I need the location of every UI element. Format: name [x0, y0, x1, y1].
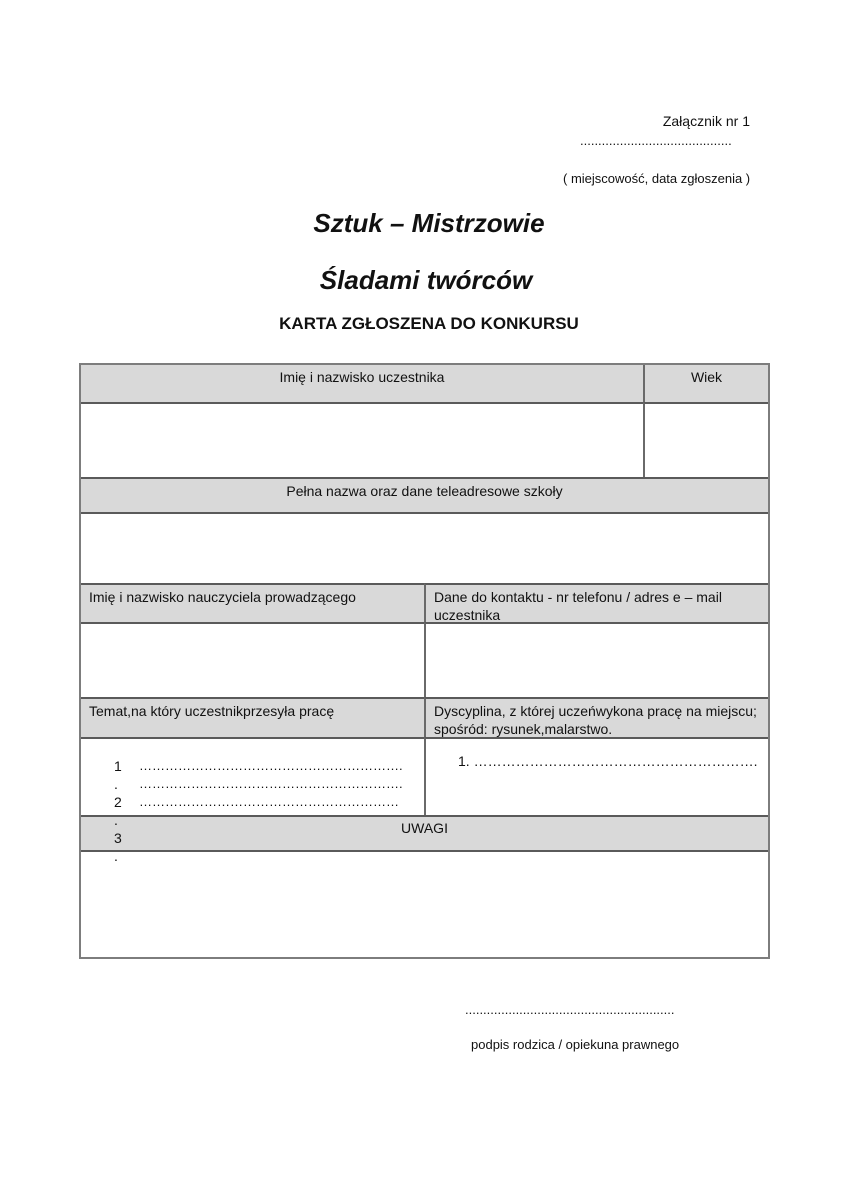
topic-item-number: . [114, 812, 118, 828]
topic-list-item [114, 847, 403, 865]
topic-item-number: . [114, 776, 118, 792]
topic-item-dots[interactable]: …………………………………………………… [139, 794, 399, 809]
topic-item-dots[interactable]: ……………………………………………………. [139, 758, 403, 773]
discipline-item[interactable]: 1. ……………………………………………………. [458, 753, 758, 769]
notes-header: UWAGI [81, 815, 768, 850]
form-subtitle: KARTA ZGŁOSZENA DO KONKURSU [279, 314, 579, 333]
teacher-header: Imię i nazwisko nauczyciela prowadzącego [81, 583, 424, 622]
discipline-field[interactable] [424, 737, 768, 815]
application-form-table [79, 363, 770, 959]
school-field[interactable] [81, 512, 768, 583]
topic-list-item [114, 793, 403, 811]
topic-item-number: . [114, 848, 118, 864]
topic-header: Temat,na który uczestnikprzesyła pracę [81, 697, 424, 737]
place-date-field[interactable]: .......................................... [580, 133, 732, 148]
discipline-header: Dyscyplina, z której uczeńwykona pracę na miejscu; spośród: rysunek,malarstwo. [424, 697, 768, 737]
participant-name-header: Imię i nazwisko uczestnika [81, 365, 643, 402]
annex-number: Załącznik nr 1 [662, 113, 750, 129]
topic-list [114, 757, 403, 865]
age-field[interactable] [643, 402, 768, 477]
topic-list-item [114, 757, 403, 775]
topic-list-item [114, 775, 403, 793]
signature-line[interactable]: .......................................................... [465, 1002, 675, 1017]
topic-item-dots[interactable]: ……………………………………………………. [139, 776, 403, 791]
notes-field[interactable] [81, 850, 768, 957]
title-main: Sztuk – Mistrzowie [313, 208, 545, 238]
age-header: Wiek [643, 365, 768, 402]
topic-list-item [114, 829, 403, 847]
topic-list-item [114, 811, 403, 829]
topic-item-number: 1 [114, 758, 122, 774]
signature-label: podpis rodzica / opiekuna prawnego [471, 1037, 680, 1052]
contact-field[interactable] [424, 622, 768, 697]
contact-header: Dane do kontaktu - nr telefonu / adres e – mail uczestnika [424, 583, 768, 622]
place-date-label: ( miejscowość, data zgłoszenia ) [563, 171, 751, 186]
teacher-field[interactable] [81, 622, 424, 697]
topic-item-number: 2 [114, 794, 122, 810]
school-header: Pełna nazwa oraz dane teleadresowe szkoły [81, 477, 768, 512]
title-secondary: Śladami twórców [319, 265, 533, 295]
participant-name-field[interactable] [81, 402, 643, 477]
topic-item-number: 3 [114, 830, 122, 846]
